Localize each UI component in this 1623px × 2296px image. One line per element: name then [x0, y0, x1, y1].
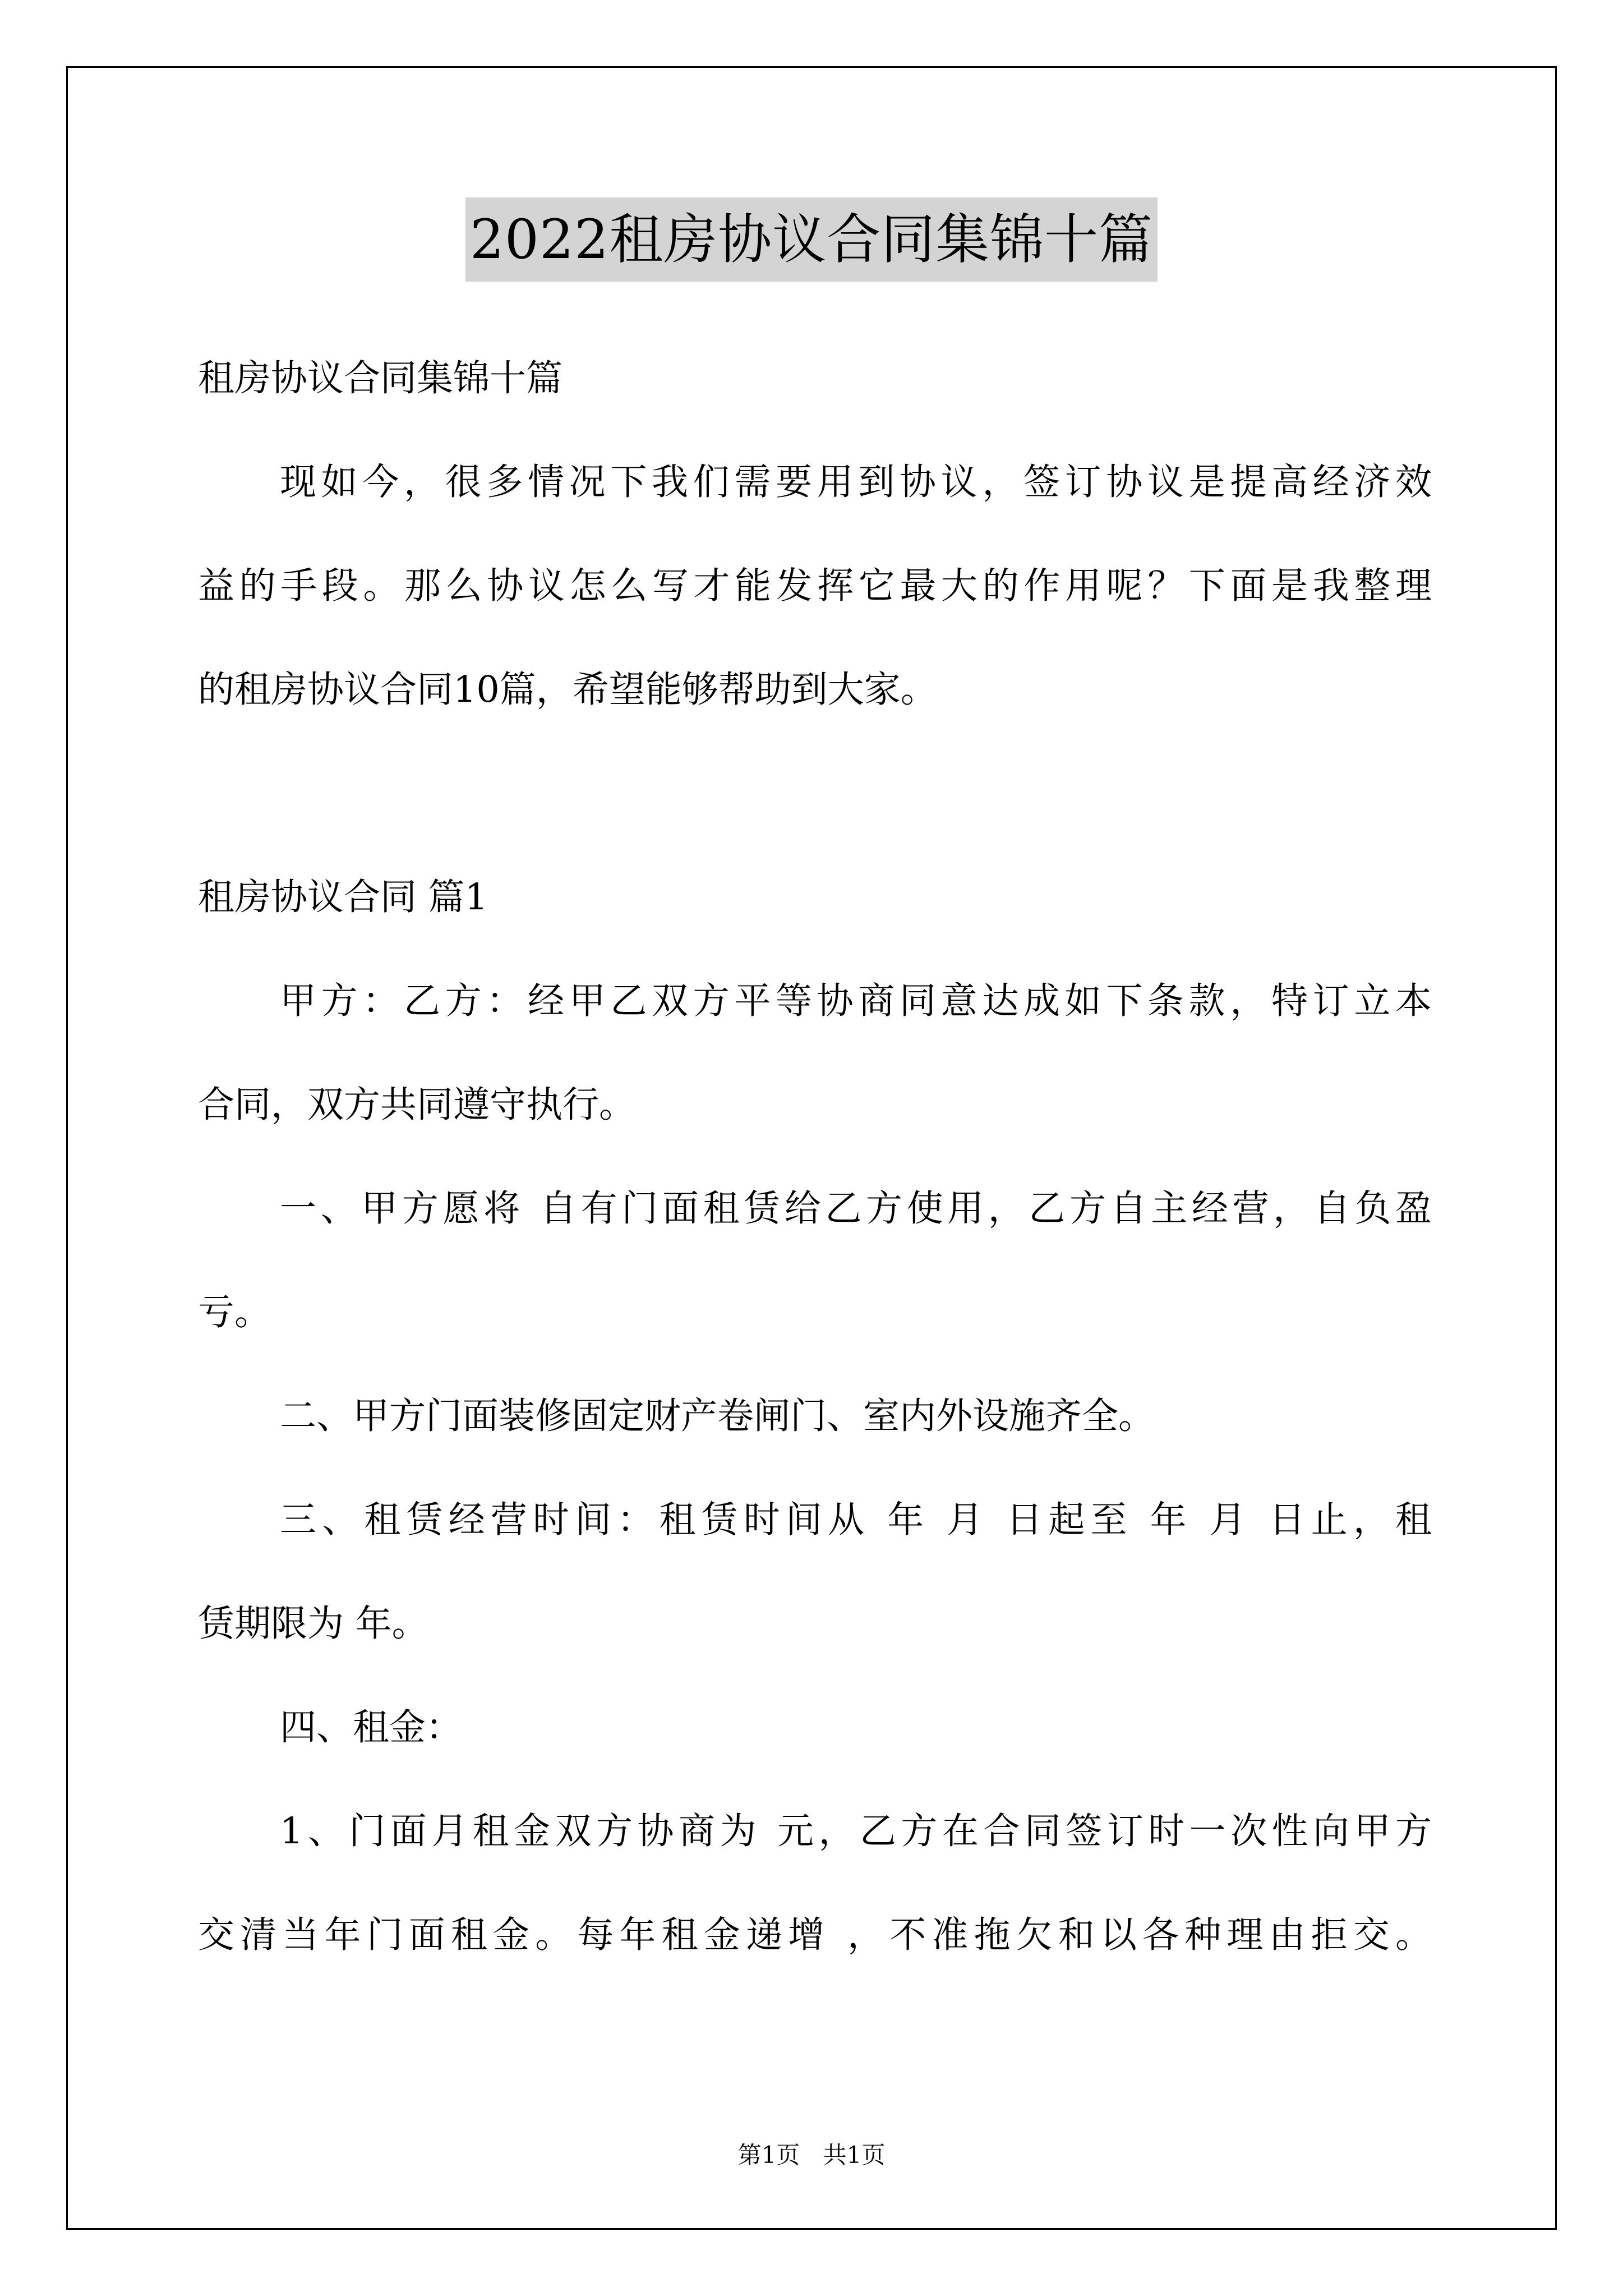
- body-line-7: 赁期限为 年。: [198, 1603, 428, 1645]
- body-line-1: 甲方：乙方：经甲乙双方平等协商同意达成如下条款，特订立本: [280, 980, 1432, 1022]
- body-line-10: 交清当年门面租金。每年租金递增 ，不准拖欠和以各种理由拒交。: [198, 1914, 1432, 1956]
- document-subtitle: 租房协议合同集锦十篇: [198, 357, 563, 399]
- body-line-5: 二、甲方门面装修固定财产卷闸门、室内外设施齐全。: [280, 1395, 1155, 1437]
- body-line-8: 四、租金：: [280, 1706, 463, 1749]
- page-number-current: 第1页: [737, 2141, 800, 2169]
- intro-line-2: 益的手段。那么协议怎么写才能发挥它最大的作用呢？下面是我整理: [198, 565, 1432, 607]
- body-line-6: 三、租赁经营时间：租赁时间从 年 月 日起至 年 月 日止，租: [280, 1499, 1432, 1541]
- body-line-2: 合同，双方共同遵守执行。: [198, 1084, 636, 1126]
- section-heading: 租房协议合同 篇1: [198, 876, 488, 918]
- document-title: 2022租房协议合同集锦十篇: [465, 197, 1158, 282]
- intro-line-3: 的租房协议合同10篇，希望能够帮助到大家。: [198, 669, 937, 711]
- intro-line-1: 现如今，很多情况下我们需要用到协议，签订协议是提高经济效: [280, 461, 1432, 503]
- body-line-3: 一、甲方愿将 自有门面租赁给乙方使用，乙方自主经营，自负盈: [280, 1188, 1432, 1230]
- page-number-total: 共1页: [823, 2141, 886, 2169]
- body-line-4: 亏。: [198, 1291, 271, 1333]
- body-line-9: 1、门面月租金双方协商为 元，乙方在合同签订时一次性向甲方: [280, 1810, 1432, 1852]
- title-container: [0, 197, 1623, 282]
- page-footer: [0, 2138, 1623, 2172]
